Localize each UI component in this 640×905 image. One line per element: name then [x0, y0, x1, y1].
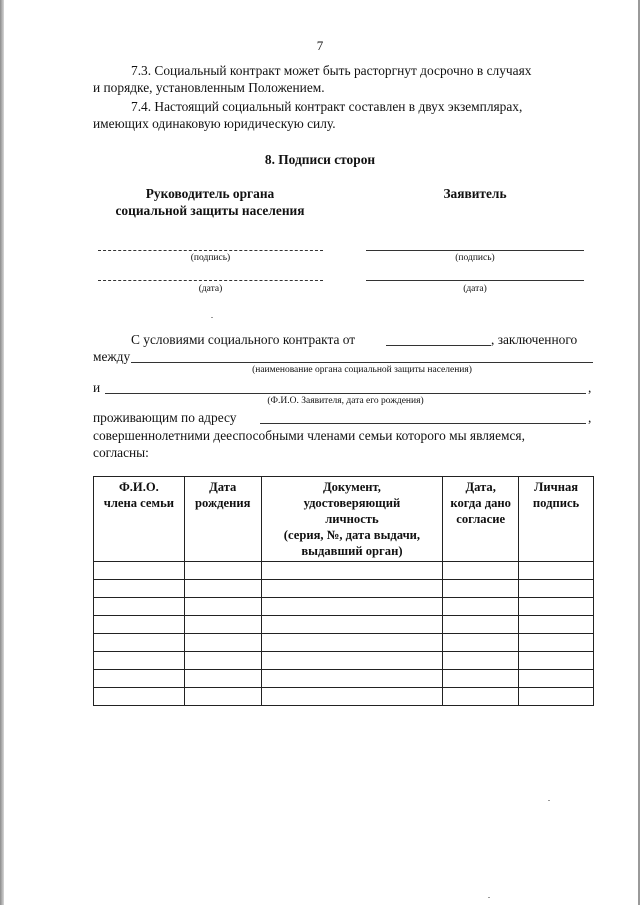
table-cell[interactable]	[519, 580, 594, 598]
table-cell[interactable]	[94, 688, 185, 706]
address-comma: ,	[588, 410, 592, 425]
consent-line-start: С условиями социального контракта от	[131, 332, 356, 347]
table-cell[interactable]	[519, 616, 594, 634]
members-line: совершеннолетними дееспособными членами семьи которого мы являемся,	[93, 428, 525, 443]
table-cell[interactable]	[94, 634, 185, 652]
table-cell[interactable]	[519, 634, 594, 652]
scan-speck	[488, 897, 490, 898]
members-paragraph	[93, 427, 593, 461]
clause-7-4	[93, 98, 593, 132]
clause-text: и порядке, установленным Положением.	[93, 80, 325, 95]
table-cell[interactable]	[519, 688, 594, 706]
page-number: 7	[316, 38, 324, 53]
left-party-line: Руководитель органа	[145, 186, 275, 201]
table-cell[interactable]	[261, 652, 443, 670]
table-cell[interactable]	[184, 634, 261, 652]
left-signature-caption: (подпись)	[190, 253, 231, 263]
table-cell[interactable]	[184, 580, 261, 598]
table-row	[94, 562, 594, 580]
header-text: Дата рождения	[195, 480, 251, 510]
left-date-caption: (дата)	[198, 284, 223, 294]
left-date-line	[98, 280, 323, 281]
address-field[interactable]	[260, 423, 586, 424]
header-birth-date	[184, 477, 261, 562]
scan-speck	[211, 317, 213, 318]
header-text: Дата, когда дано согласие	[450, 480, 511, 526]
table-row	[94, 688, 594, 706]
agree-line: согласны:	[93, 445, 149, 460]
left-party-heading	[90, 185, 330, 219]
table-cell[interactable]	[261, 598, 443, 616]
table-cell[interactable]	[261, 670, 443, 688]
table-row	[94, 616, 594, 634]
consent-line-end: , заключенного	[491, 332, 578, 347]
table-cell[interactable]	[94, 598, 185, 616]
table-row	[94, 652, 594, 670]
header-signature	[519, 477, 594, 562]
table-cell[interactable]	[443, 562, 519, 580]
right-date-caption: (дата)	[463, 284, 487, 294]
table-cell[interactable]	[184, 562, 261, 580]
table-cell[interactable]	[184, 688, 261, 706]
scan-speck	[548, 800, 550, 801]
table-row	[94, 580, 594, 598]
table-cell[interactable]	[443, 670, 519, 688]
header-id-document	[261, 477, 443, 562]
clause-text: имеющих одинаковую юридическую силу.	[93, 116, 336, 131]
table-cell[interactable]	[261, 562, 443, 580]
table-cell[interactable]	[519, 670, 594, 688]
right-party-line: Заявитель	[443, 186, 507, 201]
table-cell[interactable]	[184, 616, 261, 634]
right-date-line	[366, 280, 584, 281]
applicant-comma: ,	[588, 380, 592, 395]
table-cell[interactable]	[184, 652, 261, 670]
table-cell[interactable]	[443, 598, 519, 616]
table-cell[interactable]	[519, 598, 594, 616]
table-cell[interactable]	[184, 598, 261, 616]
table-cell[interactable]	[443, 580, 519, 598]
table-cell[interactable]	[94, 580, 185, 598]
table-cell[interactable]	[94, 616, 185, 634]
header-consent-date	[443, 477, 519, 562]
right-signature-line	[366, 250, 584, 251]
section-title: 8. Подписи сторон	[264, 152, 376, 167]
family-members-table	[93, 476, 594, 706]
table-row	[94, 634, 594, 652]
applicant-caption: (Ф.И.О. Заявителя, дата его рождения)	[267, 396, 424, 406]
clause-7-3	[93, 62, 593, 96]
header-full-name	[94, 477, 185, 562]
table-cell[interactable]	[443, 688, 519, 706]
table-cell[interactable]	[443, 652, 519, 670]
table-cell[interactable]	[94, 670, 185, 688]
organization-caption: (наименование органа социальной защиты населения)	[252, 365, 472, 375]
between-label: между	[93, 349, 131, 364]
table-cell[interactable]	[261, 688, 443, 706]
table-cell[interactable]	[443, 616, 519, 634]
right-signature-caption: (подпись)	[455, 253, 495, 263]
header-text: Личная подпись	[532, 480, 580, 510]
and-label: и	[93, 380, 101, 395]
header-text: Документ, удостоверяющий личность (серия, №, дата выдачи, выдавший орган)	[283, 480, 421, 558]
scan-edge-left	[0, 0, 4, 905]
table-row	[94, 598, 594, 616]
table-cell[interactable]	[261, 634, 443, 652]
table-cell[interactable]	[443, 634, 519, 652]
table-cell[interactable]	[519, 652, 594, 670]
left-signature-line	[98, 250, 323, 251]
address-label: проживающим по адресу	[93, 410, 237, 425]
table-header-row	[94, 477, 594, 562]
table-cell[interactable]	[519, 562, 594, 580]
table-cell[interactable]	[261, 616, 443, 634]
contract-date-field[interactable]	[386, 345, 491, 346]
applicant-field[interactable]	[105, 393, 586, 394]
right-party-heading	[355, 185, 595, 202]
left-party-line: социальной защиты населения	[115, 203, 305, 218]
clause-text: 7.4. Настоящий социальный контракт составлен в двух экземплярах,	[131, 99, 523, 114]
table-cell[interactable]	[94, 562, 185, 580]
organization-field[interactable]	[131, 362, 593, 363]
table-row	[94, 670, 594, 688]
header-text: Ф.И.О. члена семьи	[103, 480, 175, 510]
table-cell[interactable]	[94, 652, 185, 670]
table-cell[interactable]	[184, 670, 261, 688]
clause-text: 7.3. Социальный контракт может быть расторгнут досрочно в случаях	[131, 63, 532, 78]
table-cell[interactable]	[261, 580, 443, 598]
